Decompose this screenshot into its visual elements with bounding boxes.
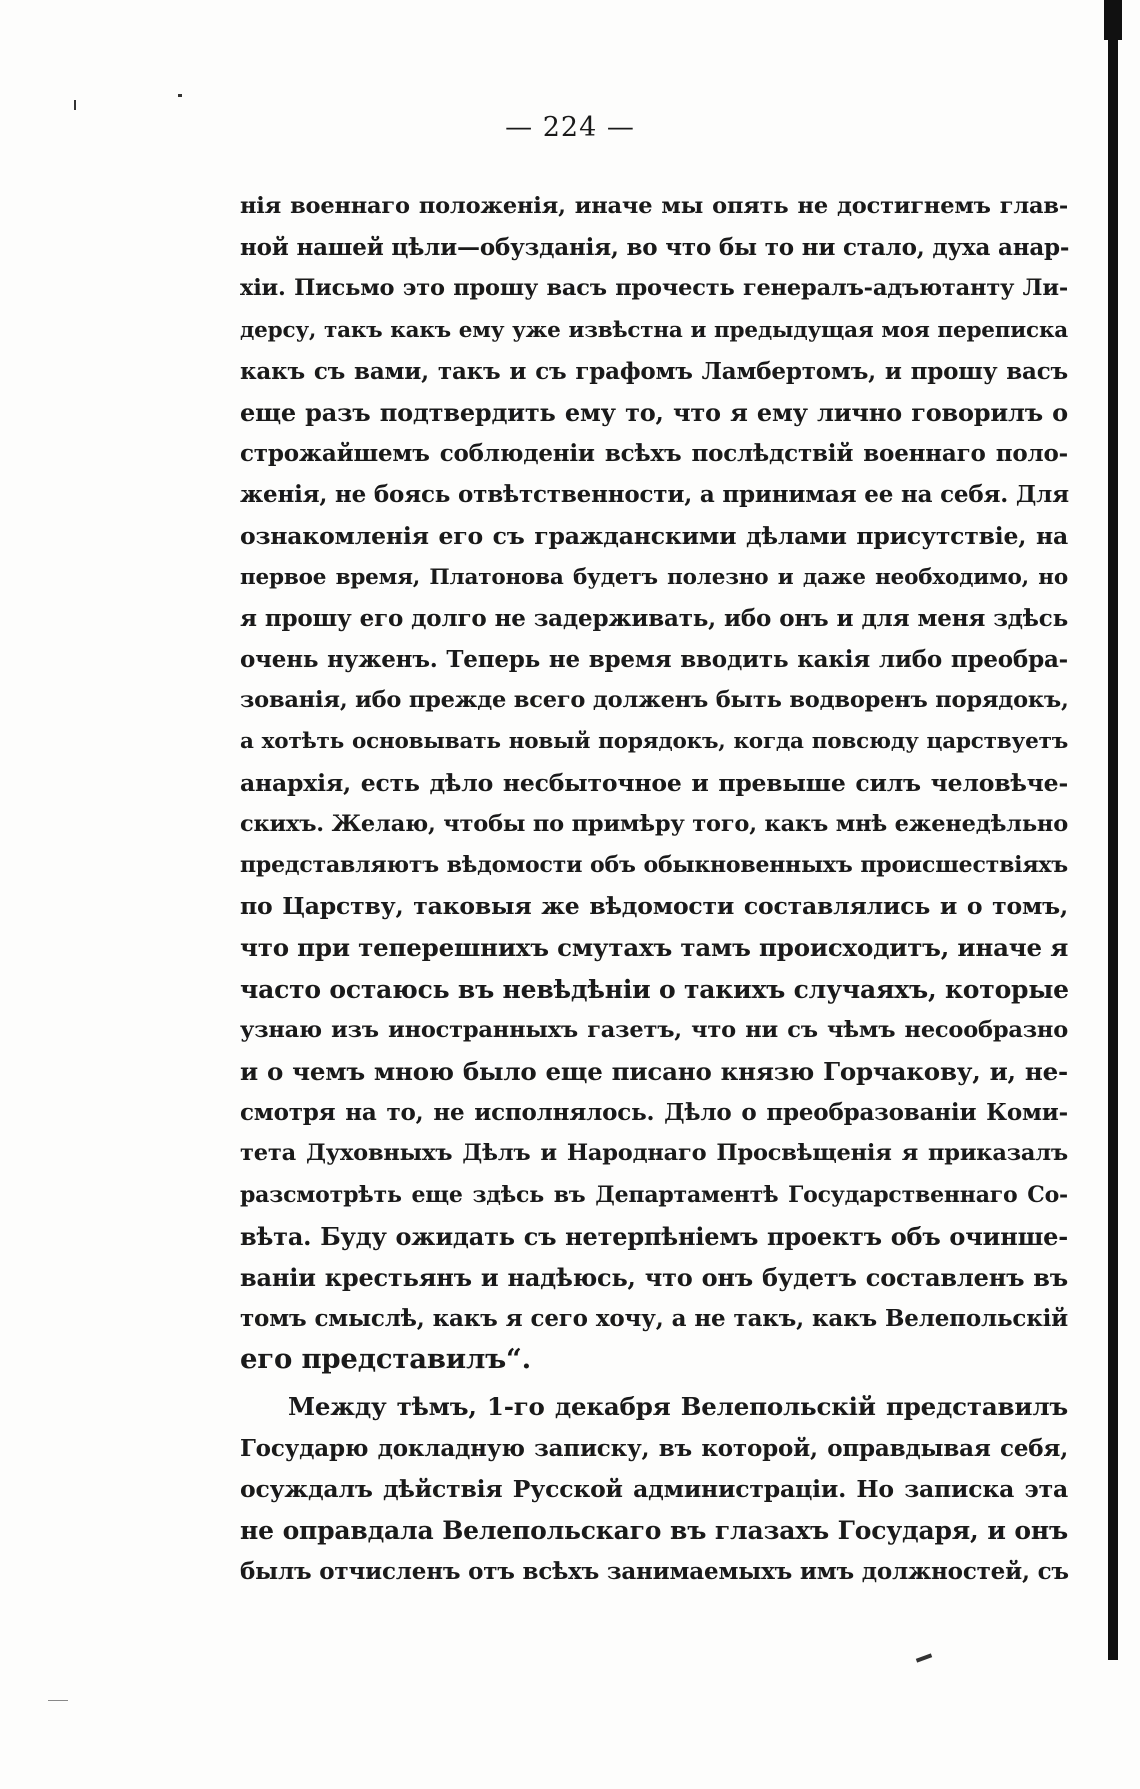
- text-line: представляютъ вѣдомости объ обыкновенныхъ происшествіяхъ: [240, 852, 1068, 878]
- paragraph-1: [240, 186, 1068, 1380]
- paragraph-2: [240, 1386, 1068, 1592]
- text-line: ваніи крестьянъ и надѣюсь, что онъ будетъ составленъ въ: [240, 1262, 1068, 1292]
- scan-speck: [916, 1653, 932, 1662]
- text-line: я прошу его долго не задерживать, ибо онъ и для меня здѣсь: [240, 604, 1068, 632]
- text-line: еще разъ подтвердить ему то, что я ему лично говорилъ о: [240, 397, 1068, 427]
- text-line: вѣта. Буду ожидать съ нетерпѣніемъ проектъ объ очинше-: [240, 1221, 1068, 1251]
- text-line: что при теперешнихъ смутахъ тамъ происходитъ, иначе я: [240, 933, 1069, 963]
- scan-speck: [178, 94, 182, 97]
- text-line: разсмотрѣть еще здѣсь въ Департаментѣ Государственнаго Со-: [240, 1181, 1068, 1208]
- text-line: не оправдала Велепольскаго въ глазахъ Государя, и онъ: [240, 1516, 1068, 1545]
- page-edge-shadow: [1108, 0, 1118, 1660]
- text-line: нія военнаго положенія, иначе мы опять не достигнемъ глав-: [240, 193, 1068, 219]
- text-line: дерсу, такъ какъ ему уже извѣстна и предыдущая моя переписка: [240, 317, 1068, 343]
- text-line: былъ отчисленъ отъ всѣхъ занимаемыхъ имъ должностей, съ: [240, 1558, 1069, 1586]
- page-number: — 224 —: [505, 112, 635, 143]
- text-line: Государю докладную записку, въ которой, оправдывая себя,: [240, 1434, 1068, 1462]
- text-line: тета Духовныхъ Дѣлъ и Народнаго Просвѣщенія я приказалъ: [240, 1140, 1068, 1167]
- text-line: скихъ. Желаю, чтобы по примѣру того, какъ мнѣ еженедѣльно: [240, 810, 1068, 837]
- text-line: по Царству, таковыя же вѣдомости составлялись и о томъ,: [240, 892, 1068, 921]
- text-line: ознакомленія его съ гражданскими дѣлами присутствіе, на: [240, 521, 1068, 550]
- text-line: зованія, ибо прежде всего долженъ быть водворенъ порядокъ,: [240, 687, 1069, 714]
- text-line: очень нуженъ. Теперь не время вводить какія либо преобра-: [240, 646, 1068, 674]
- text-line: и о чемъ мною было еще писано князю Горчакову, и, не-: [240, 1056, 1068, 1086]
- body-text: [240, 186, 1068, 1592]
- text-line: анархія, есть дѣло несбыточное и превыше силъ человѣче-: [240, 768, 1068, 797]
- scan-speck: [74, 100, 76, 110]
- text-line: его представилъ“.: [240, 1343, 532, 1376]
- text-line: томъ смыслѣ, какъ я сего хочу, а не такъ, какъ Велепольскій: [240, 1305, 1068, 1333]
- text-line: Между тѣмъ, 1-го декабря Велепольскій представилъ: [288, 1392, 1068, 1422]
- text-line: женія, не боясь отвѣтственности, а принимая ее на себя. Для: [240, 481, 1069, 509]
- text-line: строжайшемъ соблюденіи всѣхъ послѣдствій военнаго поло-: [240, 440, 1068, 468]
- text-line: какъ съ вами, такъ и съ графомъ Ламбертомъ, и прошу васъ: [240, 357, 1068, 385]
- text-line: первое время, Платонова будетъ полезно и даже необходимо, но: [240, 564, 1068, 590]
- text-line: а хотѣть основывать новый порядокъ, когда повсюду царствуетъ: [240, 729, 1068, 755]
- text-line: смотря на то, не исполнялось. Дѣло о преобразованіи Коми-: [240, 1099, 1068, 1127]
- scan-speck: [48, 1700, 68, 1701]
- text-line: часто остаюсь въ невѣдѣніи о такихъ случаяхъ, которые: [240, 974, 1069, 1004]
- text-line: узнаю изъ иностранныхъ газетъ, что ни съ чѣмъ несообразно: [240, 1016, 1068, 1043]
- text-line: осуждалъ дѣйствія Русской администраціи. Но записка эта: [240, 1474, 1068, 1503]
- text-line: хіи. Письмо это прошу васъ прочесть генералъ-адъютанту Ли-: [240, 275, 1068, 302]
- text-line: ной нашей цѣли—обузданія, во что бы то ни стало, духа анар-: [240, 234, 1070, 262]
